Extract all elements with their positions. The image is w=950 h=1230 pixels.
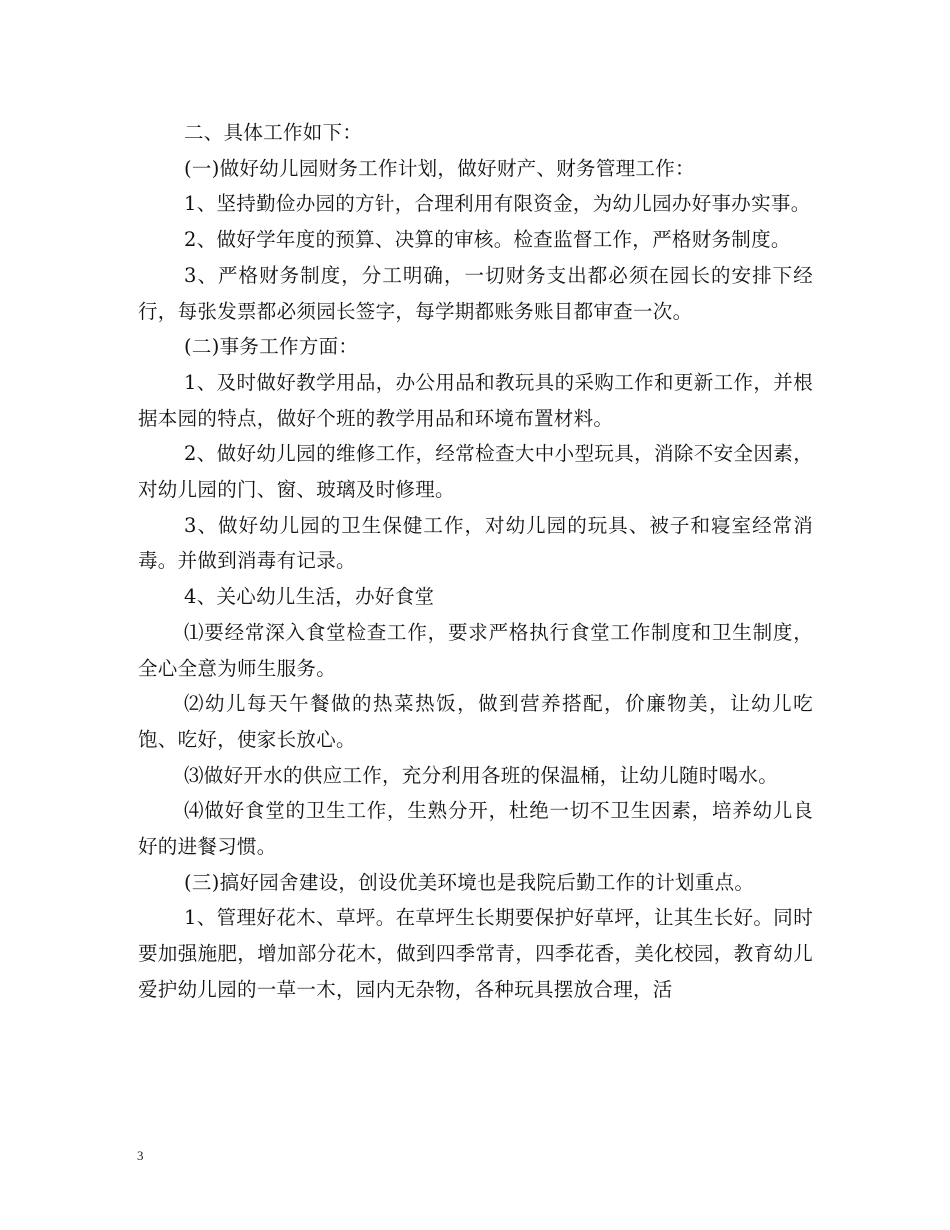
paragraph-subsection-affairs: (二)事务工作方面： — [184, 335, 359, 359]
paragraph-canteen-point-4: ⑷做好食堂的卫生工作，生熟分开，杜绝一切不卫生因素，培养幼儿良好的进餐习惯。 — [138, 799, 813, 859]
page-number: 3 — [137, 1148, 144, 1163]
paragraph-finance-item-3: 3、严格财务制度，分工明确，一切财务支出都必须在园长的安排下经行，每张发票都必须园长签字，每学期都账务账目都审查一次。 — [138, 263, 813, 323]
paragraph-affairs-item-3: 3、做好幼儿园的卫生保健工作，对幼儿园的玩具、被子和寝室经常消毒。并做到消毒有记录。 — [138, 513, 813, 573]
paragraph-canteen-point-3: ⑶做好开水的供应工作，充分利用各班的保温桶，让幼儿随时喝水。 — [184, 763, 779, 787]
paragraph-subsection-campus: (三)搞好园舍建设，创设优美环境也是我院后勤工作的计划重点。 — [184, 870, 755, 894]
paragraph-affairs-item-2: 2、做好幼儿园的维修工作，经常检查大中小型玩具，消除不安全因素，对幼儿园的门、窗、玻璃及时修理。 — [138, 442, 813, 502]
paragraph-canteen-point-1: ⑴要经常深入食堂检查工作，要求严格执行食堂工作制度和卫生制度，全心全意为师生服务。 — [138, 620, 813, 680]
paragraph-section-heading: 二、具体工作如下： — [184, 121, 363, 144]
paragraph-affairs-item-4: 4、关心幼儿生活，办好食堂 — [184, 585, 435, 609]
paragraph-canteen-point-2: ⑵幼儿每天午餐做的热菜热饭，做到营养搭配，价廉物美，让幼儿吃饱、吃好，使家长放心。 — [138, 692, 813, 751]
paragraph-finance-item-2: 2、做好学年度的预算、决算的审核。检查监督工作，严格财务制度。 — [184, 228, 791, 252]
paragraph-finance-item-1: 1、坚持勤俭办园的方针，合理利用有限资金，为幼儿园办好事办实事。 — [184, 192, 811, 216]
paragraph-subsection-finance: (一)做好幼儿园财务工作计划，做好财产、财务管理工作： — [184, 156, 695, 180]
paragraph-campus-item-1: 1、管理好花木、草坪。在草坪生长期要保护好草坪，让其生长好。同时要加强施肥，增加部分花木，做到四季常青，四季花香，美化校园，教育幼儿爱护幼儿园的一草一木，园内无杂物，各种玩具摆放合理，活 — [138, 906, 813, 1001]
paragraph-affairs-item-1: 1、及时做好教学用品，办公用品和教玩具的采购工作和更新工作，并根据本园的特点，做好个班的教学用品和环境布置材料。 — [138, 370, 813, 430]
document-body — [138, 115, 813, 1008]
